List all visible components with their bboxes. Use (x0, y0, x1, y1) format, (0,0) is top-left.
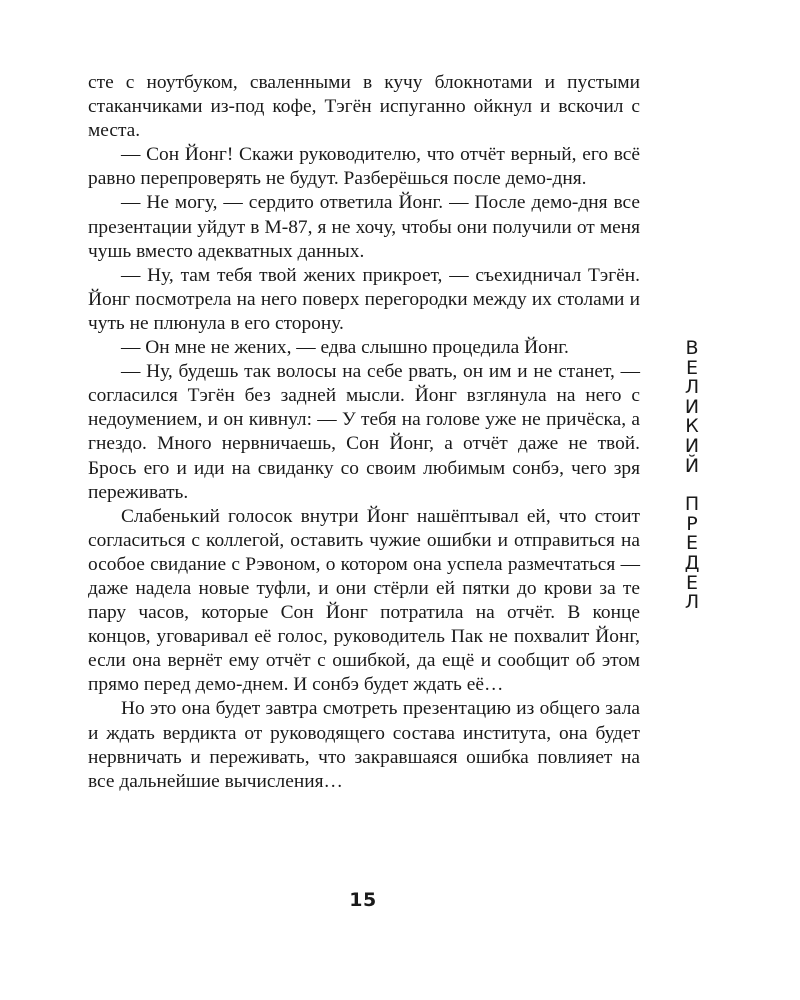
running-title-letter: К (685, 415, 699, 438)
running-title (672, 339, 712, 613)
running-title-letter: Д (684, 551, 700, 574)
page-number: 15 (349, 889, 377, 911)
paragraph-3: — Не могу, — сердито ответила Йонг. — После демо-дня все презентации уйдут в М-87, я не хочу, чтобы они получили от меня чушь вместо адекватных данных. (88, 192, 640, 262)
running-title-letter: Р (686, 512, 698, 535)
paragraph-2: — Сон Йонг! Скажи руководителю, что отчёт верный, его всё равно перепроверять не будут. Разберёшься после демо-дня. (88, 144, 640, 190)
running-title-letter: В (685, 337, 699, 359)
running-title-letter: Е (685, 571, 698, 594)
paragraph-6: — Ну, будешь так волосы на себе рвать, он им и не станет, — согласился Тэгён без задней мысли. Йонг взглянула на него с недоумением, и он кивнул: — У тебя на голове уже не причёска, а гнездо. Много нервничаешь, Сон Йонг, а отчёт даже не твой. Брось его и иди на свиданку со своим любимым сонбэ, чего зря переживать. (88, 361, 640, 503)
running-title-letter: Е (685, 356, 698, 379)
page-body-text (88, 71, 640, 794)
running-title-letter: Й (684, 454, 700, 477)
paragraph-7: Слабенький голосок внутри Йонг нашёптывал ей, что стоит согласиться с коллегой, оставить чужие ошибки и отправиться на особое свидание с Рэвоном, о котором она успела размечтаться — даже надела новые туфли, и они стёрли ей пятки до крови за те пару часов, которые Сон Йонг потратила на отчёт. В конце концов, уговаривал её голос, руководитель Пак не похвалит Йонг, если она вернёт ему отчёт с ошибкой, да ещё и сообщит об этом прямо перед демо-днем. И сонбэ будет ждать её… (88, 505, 640, 696)
running-title-letter: И (684, 395, 700, 418)
running-title-letter: И (684, 434, 700, 457)
running-title-letter: Е (685, 532, 698, 555)
running-title-word-1 (685, 339, 699, 476)
paragraph-8: Но это она будет завтра смотреть презентацию из общего зала и ждать вердикта от руководящего состава института, она будет нервничать и переживать, что закравшаяся ошибка повлияет на все дальнейшие вычисления… (88, 698, 640, 792)
paragraph-4: — Ну, там тебя твой жених прикроет, — съехидничал Тэгён. Йонг посмотрела на него поверх перегородки между их столами и чуть не плюнула в его сторону. (88, 264, 640, 334)
running-title-letter: П (684, 493, 700, 516)
running-title-letter: Л (684, 376, 700, 399)
running-title-word-2 (685, 495, 700, 613)
running-title-letter: Л (684, 591, 700, 614)
paragraph-1: сте с ноутбуком, сваленными в кучу блокнотами и пустыми стаканчиками из-под кофе, Тэгён испуганно ойкнул и вскочил с места. (88, 72, 640, 142)
paragraph-5: — Он мне не жених, — едва слышно процедила Йонг. (121, 337, 569, 359)
